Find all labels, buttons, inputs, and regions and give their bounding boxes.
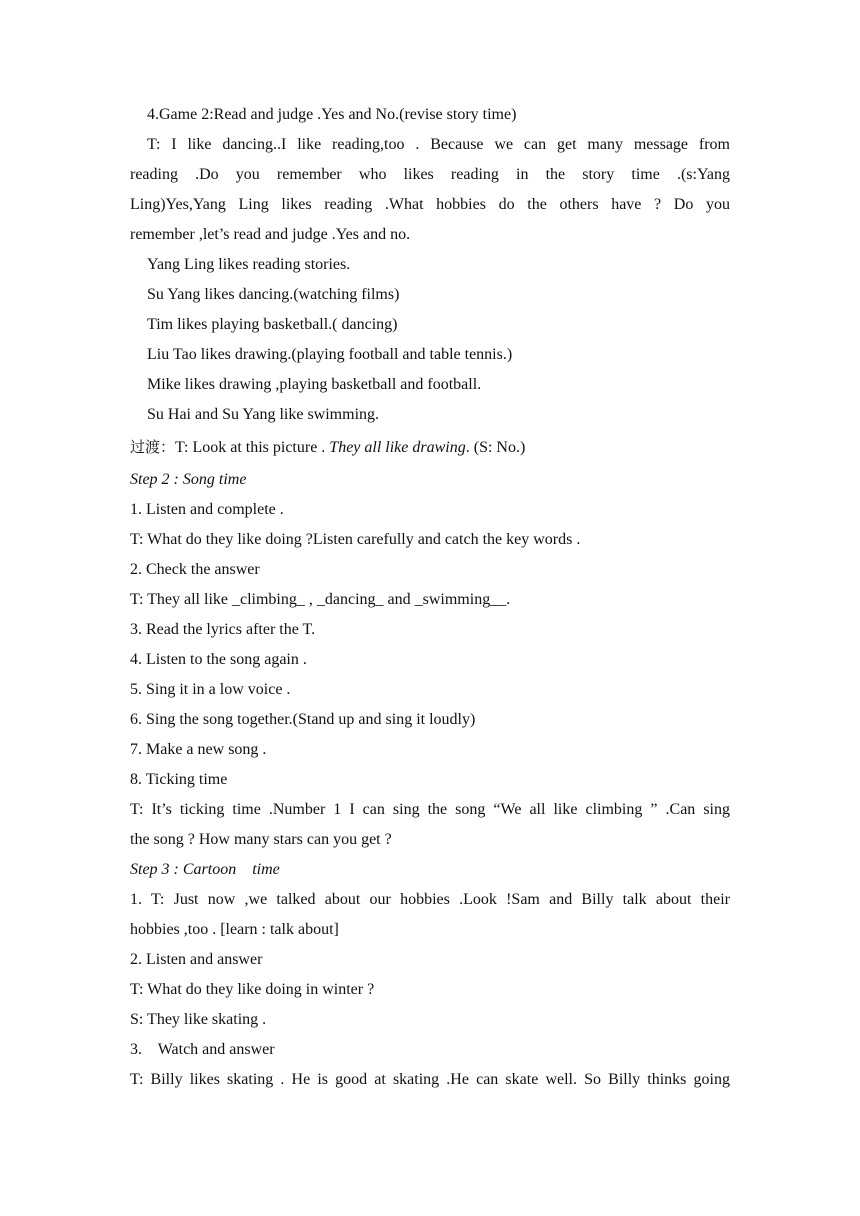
step3-item1-line-2: hobbies ,too . [learn : talk about] (130, 921, 339, 938)
transition-text: T: Look at this picture . (175, 439, 330, 456)
statement-item: Su Hai and Su Yang like swimming. (147, 406, 380, 423)
transition-italic-text: They all like drawing (329, 439, 466, 456)
step2-line: 1. Listen and complete . (130, 501, 284, 518)
statement-item: Liu Tao likes drawing.(playing football and table tennis.) (147, 346, 513, 363)
game2-paragraph-line-2: reading .Do you remember who likes reading in the story time .(s:Yang (130, 166, 730, 183)
statement-item: Yang Ling likes reading stories. (147, 256, 351, 273)
step3-line: T: What do they like doing in winter ? (130, 981, 375, 998)
step2-line: 7. Make a new song . (130, 741, 267, 758)
step3-last-line: T: Billy likes skating . He is good at skating .He can skate well. So Billy thinks going (130, 1071, 730, 1088)
ticking-line-2: the song ? How many stars can you get ? (130, 831, 392, 848)
document-page (130, 100, 730, 1095)
statement-item: Su Yang likes dancing.(watching films) (147, 286, 400, 303)
game2-paragraph-line-1: T: I like dancing..I like reading,too . Because we can get many message from (147, 136, 730, 153)
step2-line: T: They all like _climbing_ , _dancing_ and _swimming__. (130, 591, 511, 608)
step2-line: 3. Read the lyrics after the T. (130, 621, 316, 638)
step3-heading: Step 3 : Cartoon time (130, 861, 280, 878)
step3-line: 3. Watch and answer (130, 1041, 275, 1058)
game2-paragraph-line-3: Ling)Yes,Yang Ling likes reading .What hobbies do the others have ? Do you (130, 196, 730, 213)
transition-label: 过渡： (130, 438, 176, 456)
step3-item1-line-1: 1. T: Just now ,we talked about our hobbies .Look !Sam and Billy talk about their (130, 891, 730, 908)
statement-item: Tim likes playing basketball.( dancing) (147, 316, 398, 333)
transition-line (130, 432, 730, 463)
step2-line: T: What do they like doing ?Listen carefully and catch the key words . (130, 531, 581, 548)
game2-heading: 4.Game 2:Read and judge .Yes and No.(revise story time) (147, 106, 517, 123)
step2-heading: Step 2 : Song time (130, 471, 247, 488)
step2-line: 5. Sing it in a low voice . (130, 681, 291, 698)
step3-line: 2. Listen and answer (130, 951, 263, 968)
step2-line: 4. Listen to the song again . (130, 651, 307, 668)
statement-item: Mike likes drawing ,playing basketball and football. (147, 376, 482, 393)
step2-line: 2. Check the answer (130, 561, 260, 578)
transition-end-text: . (S: No.) (465, 439, 526, 456)
step3-line: S: They like skating . (130, 1011, 267, 1028)
game2-paragraph-line-4: remember ,let’s read and judge .Yes and no. (130, 226, 411, 243)
ticking-line-1: T: It’s ticking time .Number 1 I can sing the song “We all like climbing ” .Can sing (130, 801, 730, 818)
step2-line: 8. Ticking time (130, 771, 228, 788)
step2-line: 6. Sing the song together.(Stand up and sing it loudly) (130, 711, 476, 728)
